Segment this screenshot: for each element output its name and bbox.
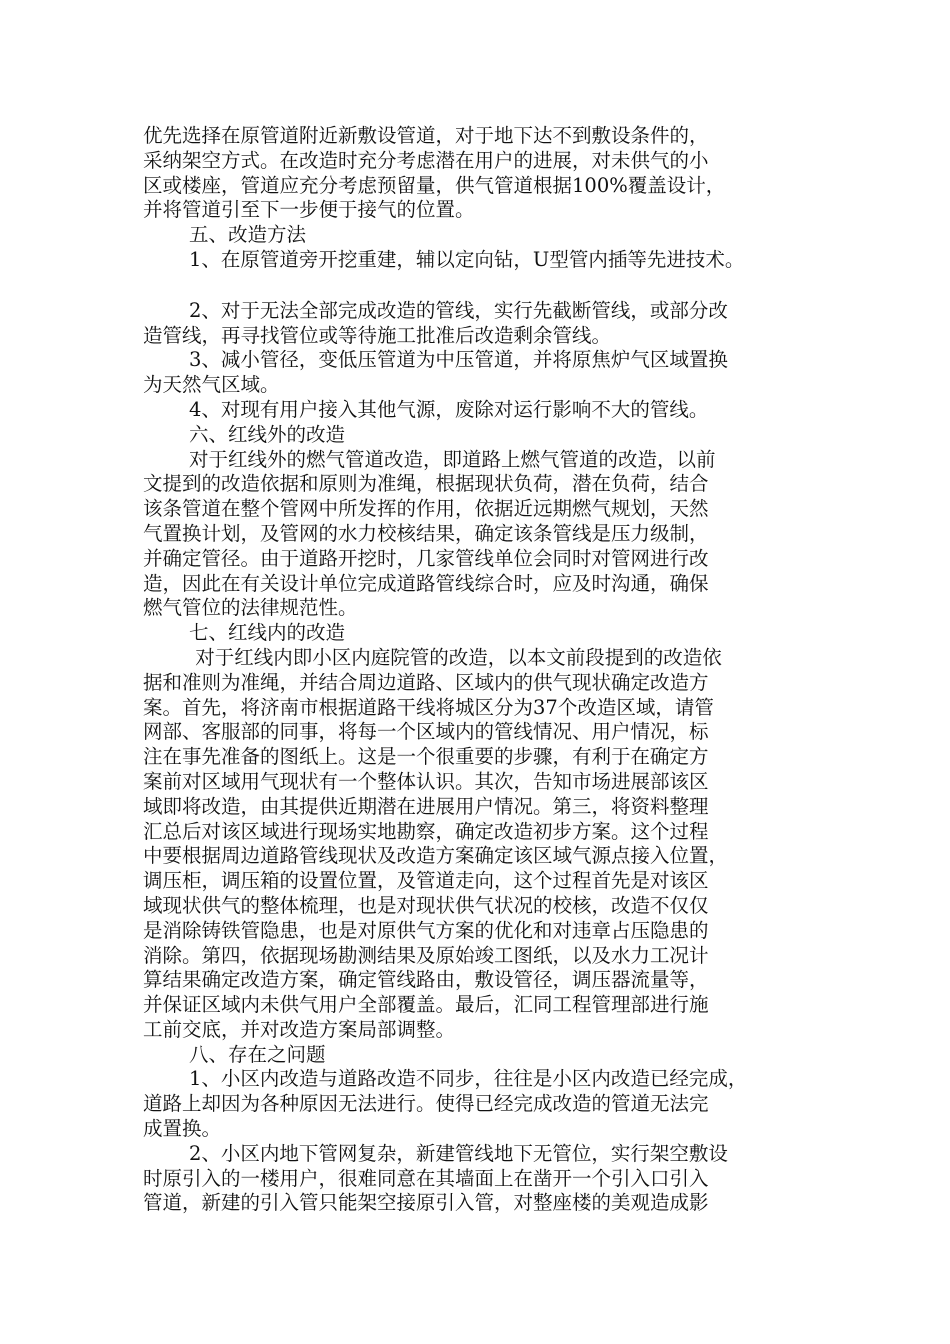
paragraph-line: 注在事先准备的图纸上。这是一个很重要的步骤，有利于在确定方 [143, 745, 709, 769]
paragraph-line: 消除。第四，依据现场勘测结果及原始竣工图纸，以及水力工况计 [143, 943, 709, 967]
paragraph-line: 采纳架空方式。在改造时充分考虑潜在用户的进展，对未供气的小 [143, 148, 709, 172]
paragraph-line: 造，因此在有关设计单位完成道路管线综合时，应及时沟通，确保 [143, 571, 709, 595]
paragraph-line-indented: 八、存在之问题 [189, 1042, 326, 1066]
paragraph-line: 算结果确定改造方案，确定管线路由，敷设管径，调压器流量等， [143, 968, 709, 992]
paragraph-line: 汇总后对该区域进行现场实地勘察，确定改造初步方案。这个过程 [143, 819, 709, 843]
paragraph-line: 工前交底，并对改造方案局部调整。 [143, 1017, 456, 1041]
paragraph-line: 据和准则为准绳，并结合周边道路、区域内的供气现状确定改造方 [143, 670, 709, 694]
paragraph-line: 中要根据周边道路管线现状及改造方案确定该区域气源点接入位置， [143, 844, 729, 868]
paragraph-line-indented: 4、对现有用户接入其他气源，废除对运行影响不大的管线。 [189, 397, 709, 421]
paragraph-line: 造管线，再寻找管位或等待施工批准后改造剩余管线。 [143, 323, 612, 347]
paragraph-line-indented: 1、在原管道旁开挖重建，辅以定向钻，U型管内插等先进技术。 [189, 247, 745, 271]
paragraph-line: 道路上却因为各种原因无法进行。使得已经完成改造的管道无法完 [143, 1092, 709, 1116]
paragraph-line-indented: 五、改造方法 [189, 223, 307, 247]
paragraph-line: 并将管道引至下一步便于接气的位置。 [143, 198, 475, 222]
blank-line [143, 273, 815, 299]
paragraph-line: 是消除铸铁管隐患，也是对原供气方案的优化和对违章占压隐患的 [143, 918, 709, 942]
paragraph-line: 案。首先，将济南市根据道路干线将城区分为37个改造区域，请管 [143, 695, 714, 719]
paragraph-line: 案前对区域用气现状有一个整体认识。其次，告知市场进展部该区 [143, 769, 709, 793]
paragraph-line: 为天然气区域。 [143, 373, 280, 397]
paragraph-line-indented: 1、小区内改造与道路改造不同步，往往是小区内改造已经完成， [189, 1067, 748, 1091]
paragraph-line-indented: 2、对于无法全部完成改造的管线，实行先截断管线，或部分改 [189, 298, 728, 322]
paragraph-line: 并确定管径。由于道路开挖时，几家管线单位会同时对管网进行改 [143, 546, 709, 570]
paragraph-line: 并保证区域内未供气用户全部覆盖。最后，汇同工程管理部进行施 [143, 993, 709, 1017]
paragraph-line: 气置换计划，及管网的水力校核结果，确定该条管线是压力级制， [143, 521, 709, 545]
paragraph-line-indented: 七、红线内的改造 [189, 621, 346, 645]
paragraph-line: 时原引入的一楼用户，很难同意在其墙面上在凿开一个引入口引入 [143, 1166, 709, 1190]
document-body [143, 124, 815, 1216]
paragraph-line: 区或楼座，管道应充分考虑预留量，供气管道根据100%覆盖设计， [143, 173, 726, 197]
paragraph-line: 成置换。 [143, 1117, 222, 1141]
paragraph-line: 网部、客服部的同事，将每一个区域内的管线情况、用户情况，标 [143, 720, 709, 744]
paragraph-line-indented: 对于红线外的燃气管道改造，即道路上燃气管道的改造，以前 [189, 447, 716, 471]
paragraph-line: 域即将改造，由其提供近期潜在进展用户情况。第三，将资料整理 [143, 794, 709, 818]
paragraph-line: 文提到的改造依据和原则为准绳，根据现状负荷，潜在负荷，结合 [143, 472, 709, 496]
paragraph-line-indented: 2、小区内地下管网复杂，新建管线地下无管位，实行架空敷设 [189, 1141, 728, 1165]
paragraph-line-indented: 六、红线外的改造 [189, 422, 346, 446]
paragraph-line: 管道，新建的引入管只能架空接原引入管，对整座楼的美观造成影 [143, 1191, 709, 1215]
paragraph-line-indented: 对于红线内即小区内庭院管的改造，以本文前段提到的改造依 [189, 645, 722, 669]
paragraph-line: 域现状供气的整体梳理，也是对现状供气状况的校核，改造不仅仅 [143, 893, 709, 917]
paragraph-line: 燃气管位的法律规范性。 [143, 596, 358, 620]
paragraph-line: 优先选择在原管道附近新敷设管道，对于地下达不到敷设条件的， [143, 124, 709, 147]
paragraph-line: 调压柜，调压箱的设置位置，及管道走向，这个过程首先是对该区 [143, 869, 709, 893]
paragraph-line-indented: 3、减小管径，变低压管道为中压管道，并将原焦炉气区域置换 [189, 348, 728, 372]
paragraph-line: 该条管道在整个管网中所发挥的作用，依据近远期燃气规划，天然 [143, 497, 709, 521]
